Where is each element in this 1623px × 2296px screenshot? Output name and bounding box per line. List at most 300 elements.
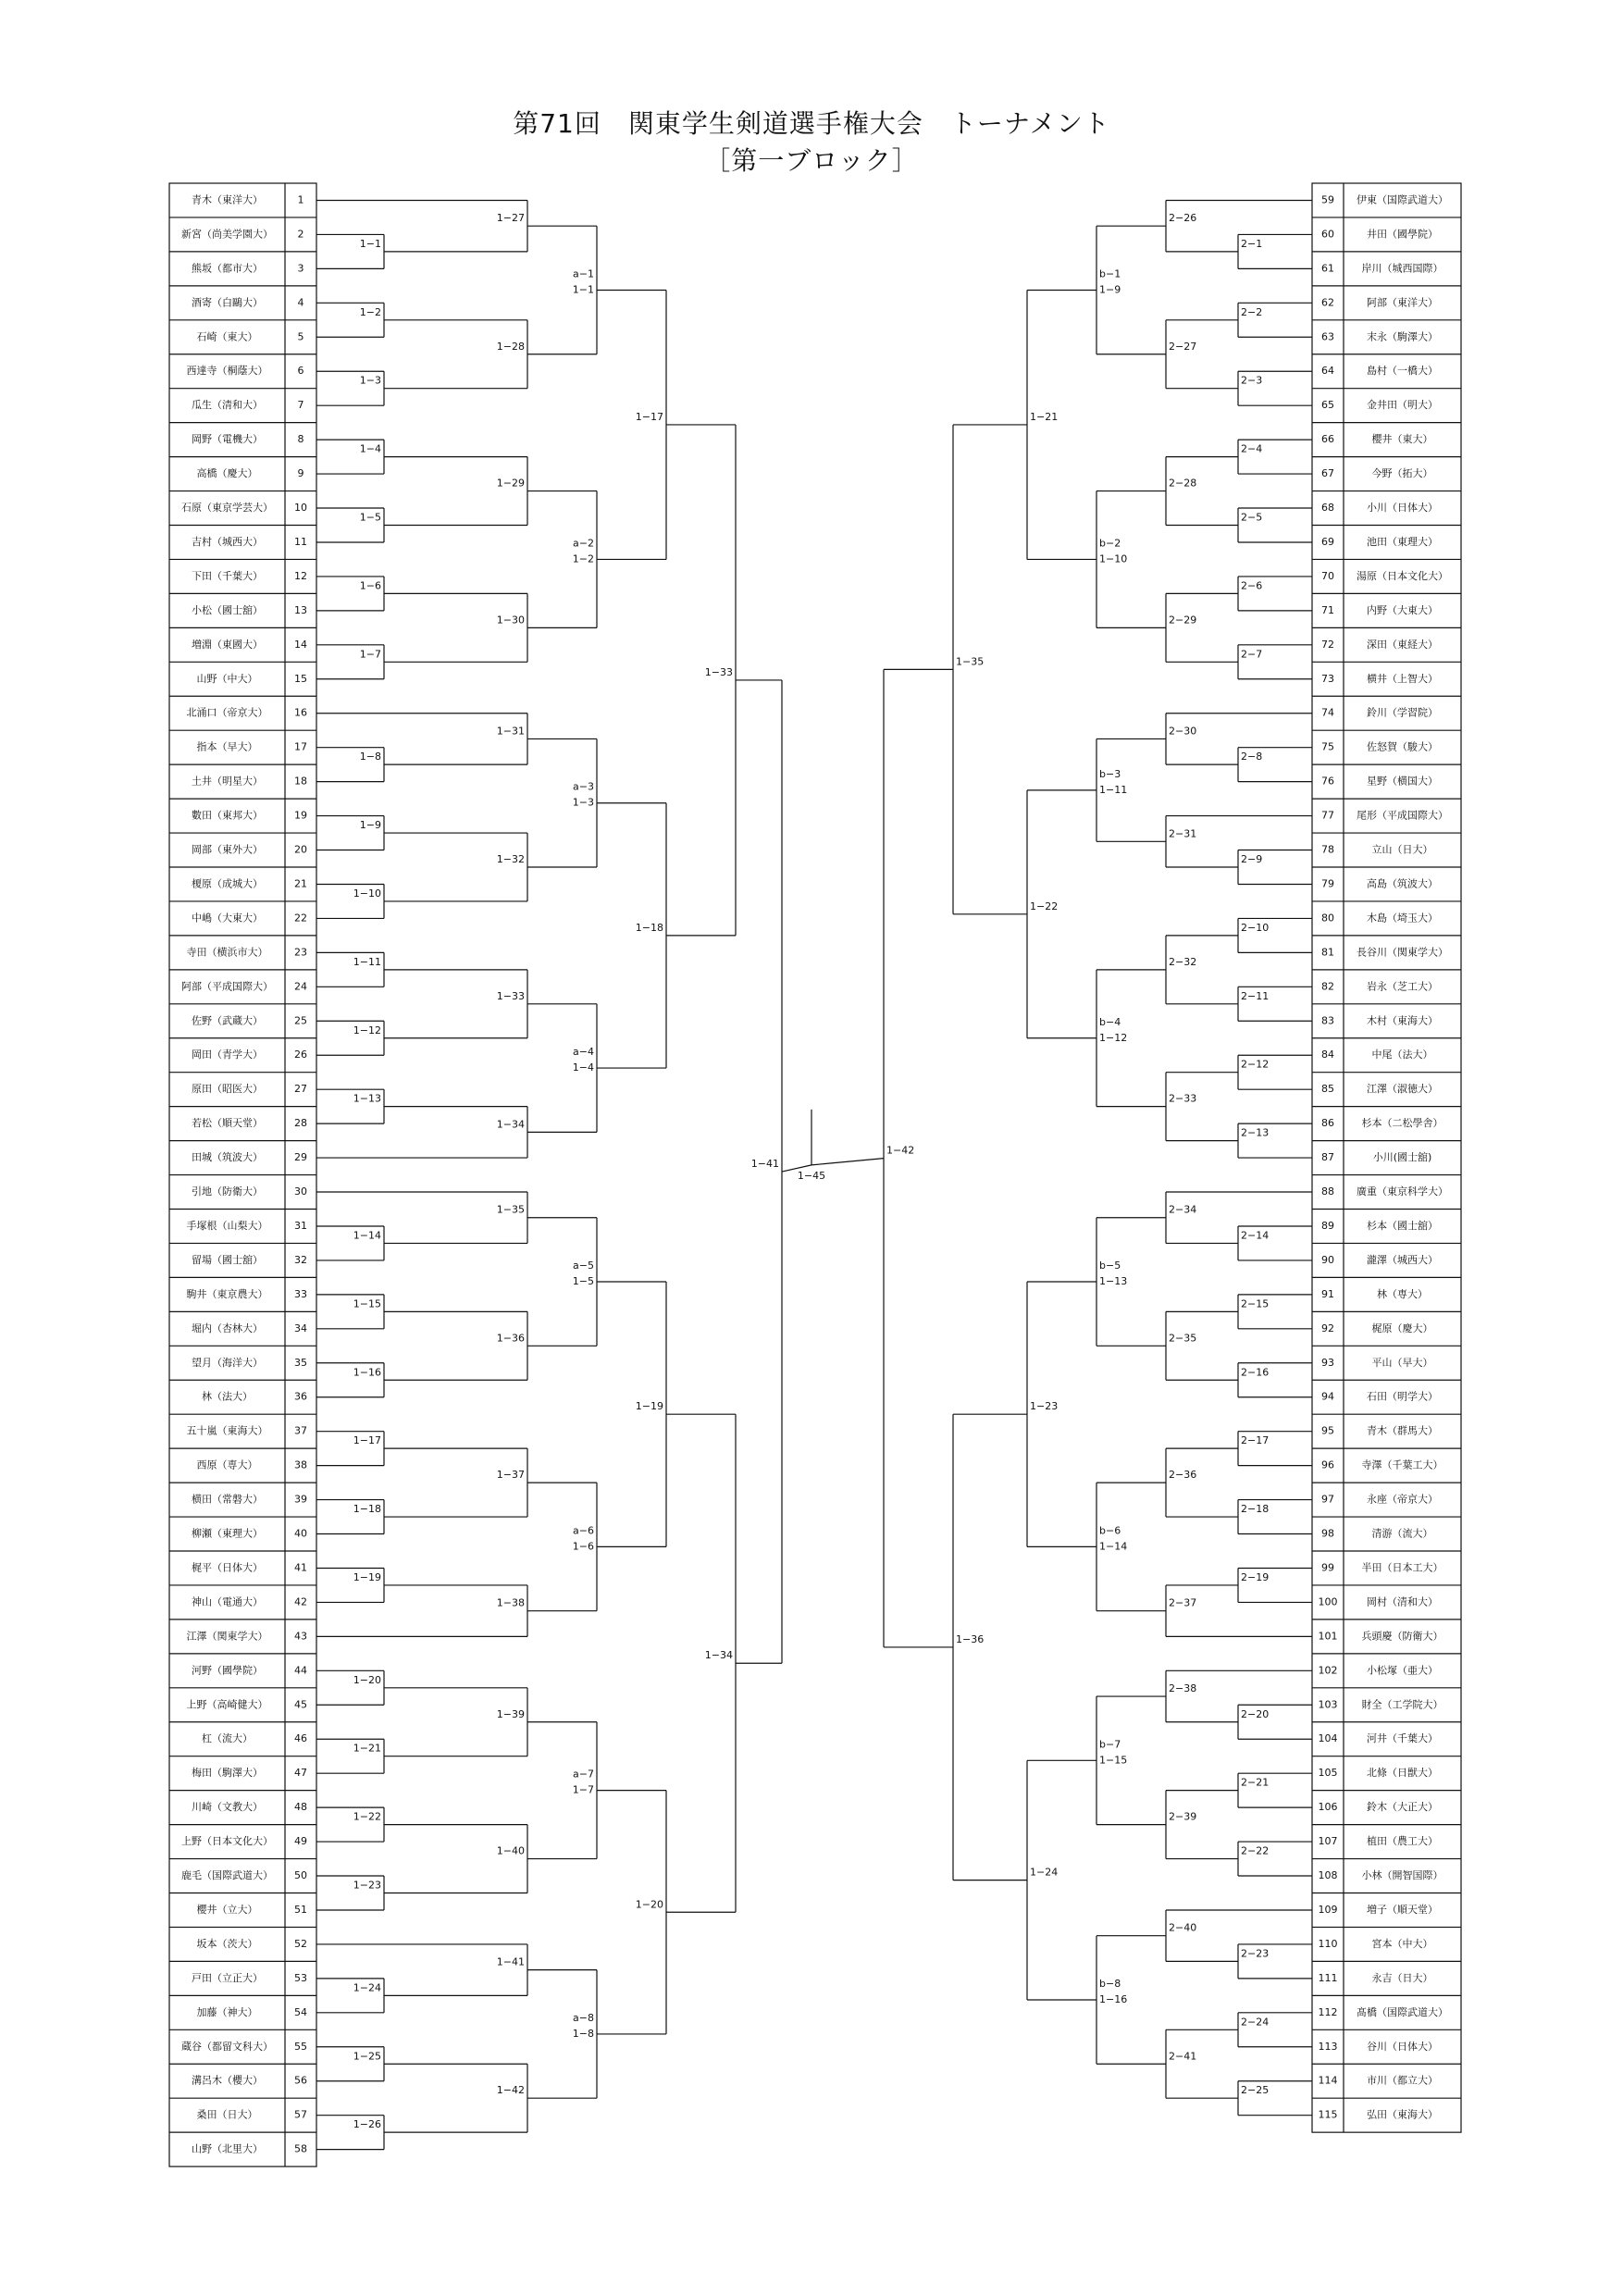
player-number: 85: [1321, 1083, 1334, 1096]
player-number: 81: [1321, 946, 1334, 959]
player-number: 69: [1321, 535, 1334, 548]
player-number: 61: [1321, 262, 1334, 275]
match-label: 1−30: [496, 614, 525, 627]
match-label: 1−23: [1030, 1400, 1059, 1413]
match-label: 2−41: [1169, 2050, 1197, 2063]
match-label: b−8: [1099, 1977, 1121, 1990]
player-name: 櫻井（東大）: [1371, 433, 1433, 446]
match-label: 1−16: [353, 1366, 381, 1379]
player-name: 梶平（日体大）: [192, 1561, 263, 1574]
player-name: 上野（日本文化大）: [181, 1835, 273, 1848]
player-number: 36: [294, 1390, 307, 1403]
player-number: 38: [294, 1458, 307, 1471]
match-label: 2−29: [1169, 614, 1197, 627]
player-name: 宮本（中大）: [1371, 1937, 1433, 1950]
player-name: 石崎（東大）: [196, 330, 258, 343]
player-name: 杠（流大）: [202, 1732, 253, 1745]
player-number: 80: [1321, 912, 1334, 925]
match-label: 1−3: [572, 796, 594, 809]
match-label: 2−3: [1241, 374, 1263, 387]
player-name: 金井田（明大）: [1367, 399, 1438, 412]
match-label: 1−38: [496, 1596, 525, 1609]
player-name: 下田（千葉大）: [192, 569, 263, 582]
match-label: 1−7: [572, 1783, 594, 1796]
match-label: 2−20: [1241, 1707, 1270, 1720]
match-label: 2−33: [1169, 1092, 1197, 1105]
player-number: 5: [297, 330, 304, 343]
match-label: b−3: [1099, 767, 1121, 780]
match-label: 2−8: [1241, 751, 1263, 763]
player-name: 神山（電通大）: [192, 1595, 263, 1608]
player-number: 91: [1321, 1287, 1334, 1300]
match-label: 2−39: [1169, 1810, 1197, 1823]
player-number: 7: [297, 399, 304, 412]
match-label: 1−5: [359, 511, 381, 524]
player-name: 川崎（文教大）: [192, 1801, 263, 1814]
player-name: 木島（埼玉大）: [1367, 912, 1438, 925]
match-label: 1−26: [353, 2118, 381, 2131]
player-name: 梅田（駒澤大）: [192, 1767, 263, 1780]
player-name: 井田（國學院）: [1367, 228, 1438, 241]
match-label: 1−21: [1030, 410, 1059, 423]
player-name: 熊坂（都市大）: [192, 262, 263, 275]
player-number: 6: [297, 365, 304, 378]
player-name: 堀内（杏林大）: [192, 1322, 263, 1334]
player-number: 9: [297, 467, 304, 480]
match-label: 2−30: [1169, 725, 1197, 738]
player-number: 45: [294, 1698, 307, 1711]
player-number: 66: [1321, 433, 1334, 446]
match-label: 1−16: [1099, 1992, 1128, 2005]
player-name: 星野（横国大）: [1367, 775, 1438, 788]
player-number: 105: [1318, 1767, 1338, 1780]
match-label: 1−35: [496, 1203, 525, 1216]
player-name: 長谷川（関東学大）: [1357, 946, 1448, 959]
match-label: b−4: [1099, 1015, 1121, 1028]
player-number: 111: [1318, 1971, 1338, 1984]
player-name: 岩永（芝工大）: [1367, 980, 1438, 993]
match-label: a−7: [573, 1768, 594, 1781]
player-number: 101: [1318, 1630, 1338, 1643]
player-name: 岡部（東外大）: [192, 843, 263, 856]
player-name: 鹿毛（国際武道大）: [181, 1869, 273, 1882]
player-number: 21: [294, 877, 307, 890]
player-number: 96: [1321, 1458, 1334, 1471]
player-number: 4: [297, 296, 304, 309]
player-number: 98: [1321, 1527, 1334, 1540]
player-name: 島村（一橋大）: [1367, 365, 1438, 378]
player-number: 41: [294, 1561, 307, 1574]
player-number: 115: [1318, 2108, 1338, 2121]
page-title: 第71回 関東学生剣道選手権大会 トーナメント: [513, 108, 1110, 139]
match-label: a−1: [573, 267, 594, 280]
match-label: 1−14: [353, 1229, 381, 1242]
match-label: 1−17: [353, 1434, 381, 1447]
match-label: 1−20: [353, 1673, 381, 1686]
player-number: 110: [1318, 1937, 1338, 1950]
player-name: 瓜生（清和大）: [192, 399, 263, 412]
player-name: 今野（拓大）: [1371, 467, 1433, 480]
player-name: 手塚根（山梨大）: [186, 1219, 268, 1232]
match-label: 1−9: [359, 819, 381, 832]
player-name: 河井（千葉大）: [1367, 1732, 1438, 1745]
player-number: 90: [1321, 1253, 1334, 1266]
player-name: 石原（東京学芸大）: [181, 502, 273, 515]
player-name: 若松（順天堂）: [192, 1117, 263, 1130]
player-name: 上野（高崎健大）: [186, 1698, 268, 1711]
player-number: 11: [294, 535, 307, 548]
player-number: 14: [294, 638, 307, 651]
match-label: 2−28: [1169, 477, 1197, 490]
match-label: 1−33: [704, 665, 733, 678]
player-name: 西達寺（桐蔭大）: [186, 365, 268, 378]
player-name: 立山（日大）: [1371, 843, 1433, 856]
player-name: 望月（海洋大）: [192, 1356, 263, 1369]
player-name: 瀧澤（城西大）: [1367, 1253, 1438, 1266]
player-name: 青木（群馬大）: [1367, 1424, 1438, 1437]
player-number: 17: [294, 740, 307, 753]
player-number: 29: [294, 1151, 307, 1164]
player-name: 西原（専大）: [196, 1458, 258, 1471]
player-number: 46: [294, 1732, 307, 1745]
player-name: 増淵（東國大）: [192, 638, 263, 651]
match-label: 1−41: [496, 1955, 525, 1968]
match-label: 2−27: [1169, 340, 1197, 353]
player-name: 加藤（神大）: [196, 2005, 258, 2018]
match-label: 1−32: [496, 853, 525, 865]
player-name: 永座（帝京大）: [1367, 1493, 1438, 1506]
match-label: 1−1: [572, 283, 594, 296]
player-name: 榎原（成城大）: [192, 877, 263, 890]
player-name: 半田（日本工大）: [1361, 1561, 1443, 1574]
match-label: 1−18: [353, 1503, 381, 1516]
match-label: 1−8: [572, 2027, 594, 2040]
player-number: 23: [294, 946, 307, 959]
player-number: 58: [294, 2142, 307, 2155]
player-number: 30: [294, 1185, 307, 1198]
match-label: 2−11: [1241, 989, 1270, 1002]
player-name: 岸川（城西国際）: [1361, 262, 1443, 275]
player-number: 83: [1321, 1014, 1334, 1027]
match-label: 1−15: [1099, 1754, 1128, 1767]
player-name: 木村（東海大）: [1367, 1014, 1438, 1027]
player-number: 48: [294, 1801, 307, 1814]
player-name: 佐怒賀（駿大）: [1367, 740, 1438, 753]
player-number: 76: [1321, 775, 1334, 788]
match-label: b−7: [1099, 1738, 1121, 1751]
player-name: 櫻井（立大）: [196, 1903, 258, 1916]
match-label: 2−25: [1241, 2084, 1270, 2097]
match-label: 1−12: [353, 1024, 381, 1036]
player-number: 42: [294, 1595, 307, 1608]
match-label: b−5: [1099, 1260, 1121, 1272]
match-label: b−6: [1099, 1524, 1121, 1537]
match-label: 2−38: [1169, 1682, 1197, 1695]
player-name: 小川(國士舘): [1372, 1151, 1432, 1164]
player-name: 湯原（日本文化大）: [1357, 569, 1448, 582]
player-number: 97: [1321, 1493, 1334, 1506]
player-number: 50: [294, 1869, 307, 1882]
player-number: 78: [1321, 843, 1334, 856]
player-number: 103: [1318, 1698, 1338, 1711]
player-number: 82: [1321, 980, 1334, 993]
player-name: 五十嵐（東海大）: [186, 1424, 268, 1437]
match-label: a−5: [573, 1260, 594, 1272]
player-number: 107: [1318, 1835, 1338, 1848]
player-name: 蔵谷（都留文科大）: [181, 2040, 273, 2053]
player-number: 13: [294, 603, 307, 616]
player-name: 内野（大東大）: [1367, 603, 1438, 616]
player-name: 末永（駒澤大）: [1367, 330, 1438, 343]
player-name: 財全（工学院大）: [1361, 1698, 1443, 1711]
match-label: 1−27: [496, 212, 525, 225]
player-number: 88: [1321, 1185, 1334, 1198]
match-label: 1−24: [353, 1981, 381, 1994]
player-name: 北涌口（帝京大）: [186, 706, 268, 719]
match-label: 2−18: [1241, 1503, 1270, 1516]
player-number: 55: [294, 2040, 307, 2053]
player-name: 横井（上智大）: [1367, 672, 1438, 685]
match-label: 1−29: [496, 477, 525, 490]
player-number: 25: [294, 1014, 307, 1027]
match-label: 1−10: [1099, 552, 1128, 565]
match-label: 2−4: [1241, 442, 1263, 455]
match-label: 2−1: [1241, 237, 1263, 250]
match-label: 1−19: [353, 1570, 381, 1583]
player-name: 石田（明学大）: [1367, 1390, 1438, 1403]
match-label: 1−36: [956, 1632, 985, 1645]
final-match-label: 1−45: [797, 1169, 826, 1182]
player-name: 江澤（関東学大）: [186, 1630, 268, 1643]
match-label: 1−40: [496, 1844, 525, 1857]
player-number: 87: [1321, 1151, 1334, 1164]
player-number: 113: [1318, 2040, 1338, 2053]
player-number: 18: [294, 775, 307, 788]
match-label: 1−41: [750, 1158, 779, 1171]
match-label: 1−5: [572, 1275, 594, 1288]
player-name: 兵頭慶（防衛大）: [1361, 1630, 1443, 1643]
match-label: 2−35: [1169, 1332, 1197, 1345]
player-number: 24: [294, 980, 307, 993]
match-label: 1−39: [496, 1707, 525, 1720]
player-name: 林（専大）: [1377, 1287, 1428, 1300]
match-label: 1−25: [353, 2050, 381, 2063]
player-number: 86: [1321, 1117, 1334, 1130]
match-label: 1−34: [704, 1649, 733, 1662]
match-label: 1−24: [1030, 1866, 1059, 1879]
player-number: 8: [297, 433, 304, 446]
player-number: 79: [1321, 877, 1334, 890]
match-label: 2−10: [1241, 921, 1270, 934]
match-label: 2−40: [1169, 1921, 1197, 1934]
match-label: 1−7: [359, 648, 381, 661]
player-name: 坂本（茨大）: [196, 1937, 258, 1950]
player-name: 指本（早大）: [196, 740, 258, 753]
player-number: 99: [1321, 1561, 1334, 1574]
player-number: 34: [294, 1322, 307, 1334]
match-label: 2−12: [1241, 1058, 1270, 1071]
match-label: 1−17: [635, 410, 663, 423]
player-name: 桑田（日大）: [196, 2108, 258, 2121]
match-label: 1−37: [496, 1469, 525, 1482]
player-name: 杉本（國士舘）: [1367, 1219, 1438, 1232]
player-number: 51: [294, 1903, 307, 1916]
match-label: 2−15: [1241, 1297, 1270, 1310]
player-name: 戸田（立正大）: [192, 1971, 263, 1984]
match-label: 2−16: [1241, 1366, 1270, 1379]
player-number: 52: [294, 1937, 307, 1950]
player-name: 高島（筑波大）: [1367, 877, 1438, 890]
match-label: 2−2: [1241, 305, 1263, 318]
match-label: a−3: [573, 780, 594, 793]
player-number: 73: [1321, 672, 1334, 685]
player-name: 數田（東邦大）: [192, 809, 263, 822]
player-number: 12: [294, 569, 307, 582]
player-name: 永吉（日大）: [1371, 1971, 1433, 1984]
player-number: 26: [294, 1049, 307, 1061]
player-number: 15: [294, 672, 307, 685]
player-number: 31: [294, 1219, 307, 1232]
player-name: 吉村（城西大）: [192, 535, 263, 548]
player-name: 中嶋（大東大）: [192, 912, 263, 925]
player-number: 16: [294, 706, 307, 719]
match-label: 1−12: [1099, 1031, 1128, 1044]
player-number: 62: [1321, 296, 1334, 309]
match-label: 1−6: [359, 579, 381, 592]
player-number: 10: [294, 502, 307, 515]
player-number: 95: [1321, 1424, 1334, 1437]
player-name: 溝呂木（櫻大）: [192, 2074, 263, 2087]
match-label: 2−31: [1169, 827, 1197, 840]
match-label: 1−13: [1099, 1275, 1128, 1288]
player-number: 114: [1318, 2074, 1338, 2087]
player-number: 47: [294, 1767, 307, 1780]
match-label: 2−21: [1241, 1776, 1270, 1789]
player-name: 髙橋（国際武道大）: [1357, 2005, 1448, 2018]
match-label: 1−4: [572, 1061, 594, 1074]
player-number: 112: [1318, 2005, 1338, 2018]
player-number: 92: [1321, 1322, 1334, 1334]
player-number: 100: [1318, 1595, 1338, 1608]
player-number: 20: [294, 843, 307, 856]
player-name: 小林（開智国際）: [1361, 1869, 1443, 1882]
match-label: 2−24: [1241, 2016, 1270, 2029]
match-label: 2−23: [1241, 1947, 1270, 1960]
player-name: 弘田（東海大）: [1367, 2108, 1438, 2121]
match-label: 1−15: [353, 1297, 381, 1310]
player-name: 小松（國士舘）: [192, 603, 263, 616]
match-label: a−6: [573, 1524, 594, 1537]
player-name: 阿部（東洋大）: [1367, 296, 1438, 309]
player-number: 1: [297, 193, 304, 206]
player-number: 59: [1321, 193, 1334, 206]
match-label: 1−2: [359, 305, 381, 318]
match-label: 2−36: [1169, 1469, 1197, 1482]
player-name: 佐野（武蔵大）: [192, 1014, 263, 1027]
match-label: 2−26: [1169, 212, 1197, 225]
player-name: 小川（日体大）: [1367, 502, 1438, 515]
match-label: b−2: [1099, 537, 1121, 550]
player-number: 102: [1318, 1664, 1338, 1677]
player-name: 引地（防衛大）: [192, 1185, 263, 1198]
player-number: 106: [1318, 1801, 1338, 1814]
player-number: 65: [1321, 399, 1334, 412]
match-label: 1−10: [353, 887, 381, 900]
player-name: 植田（農工大）: [1367, 1835, 1438, 1848]
match-label: 1−3: [359, 374, 381, 387]
player-name: 梶原（慶大）: [1371, 1322, 1433, 1334]
match-label: 1−28: [496, 340, 525, 353]
match-label: 2−32: [1169, 955, 1197, 968]
player-number: 53: [294, 1971, 307, 1984]
player-name: 柳瀬（東理大）: [192, 1527, 263, 1540]
match-label: 1−8: [359, 751, 381, 763]
player-number: 54: [294, 2005, 307, 2018]
player-number: 27: [294, 1083, 307, 1096]
player-number: 72: [1321, 638, 1334, 651]
player-number: 89: [1321, 1219, 1334, 1232]
match-label: 1−23: [353, 1879, 381, 1892]
player-number: 93: [1321, 1356, 1334, 1369]
player-name: 横田（常磐大）: [192, 1493, 263, 1506]
match-label: a−4: [573, 1046, 594, 1059]
match-label: 2−13: [1241, 1126, 1270, 1139]
player-number: 56: [294, 2074, 307, 2087]
player-name: 駒井（東京農大）: [186, 1287, 268, 1300]
match-label: 1−18: [635, 921, 663, 934]
bracket-line: [812, 1159, 884, 1165]
player-number: 71: [1321, 603, 1334, 616]
match-label: 1−34: [496, 1118, 525, 1131]
match-label: 2−17: [1241, 1434, 1270, 1447]
match-label: 1−21: [353, 1742, 381, 1755]
match-label: 2−9: [1241, 853, 1263, 865]
match-label: 1−14: [1099, 1540, 1128, 1553]
match-label: 1−36: [496, 1332, 525, 1345]
player-number: 94: [1321, 1390, 1334, 1403]
match-label: 1−22: [1030, 900, 1059, 912]
player-number: 44: [294, 1664, 307, 1677]
match-label: a−8: [573, 2011, 594, 2024]
match-label: 1−35: [956, 655, 985, 668]
player-number: 49: [294, 1835, 307, 1848]
player-name: 阿部（平成国際大）: [181, 980, 273, 993]
player-name: 清游（流大）: [1371, 1527, 1433, 1540]
match-label: 1−13: [353, 1092, 381, 1105]
match-label: 1−4: [359, 442, 381, 455]
player-name: 伊東（国際武道大）: [1357, 193, 1448, 206]
player-number: 63: [1321, 330, 1334, 343]
player-number: 104: [1318, 1732, 1338, 1745]
player-name: 鈴川（学習院）: [1367, 706, 1438, 719]
player-number: 68: [1321, 502, 1334, 515]
match-label: b−1: [1099, 267, 1121, 280]
match-label: 1−11: [1099, 783, 1128, 796]
player-name: 河野（國學院）: [192, 1664, 263, 1677]
player-number: 40: [294, 1527, 307, 1540]
player-number: 28: [294, 1117, 307, 1130]
player-number: 67: [1321, 467, 1334, 480]
player-name: 寺澤（千葉工大）: [1361, 1458, 1443, 1471]
match-label: 1−2: [572, 552, 594, 565]
player-number: 77: [1321, 809, 1334, 822]
player-name: 山野（中大）: [196, 672, 258, 685]
player-name: 中尾（法大）: [1371, 1049, 1433, 1061]
player-name: 新宮（尚美学園大）: [181, 228, 273, 241]
match-label: 2−22: [1241, 1844, 1270, 1857]
player-name: 山野（北里大）: [192, 2142, 263, 2155]
player-name: 市川（都立大）: [1367, 2074, 1438, 2087]
